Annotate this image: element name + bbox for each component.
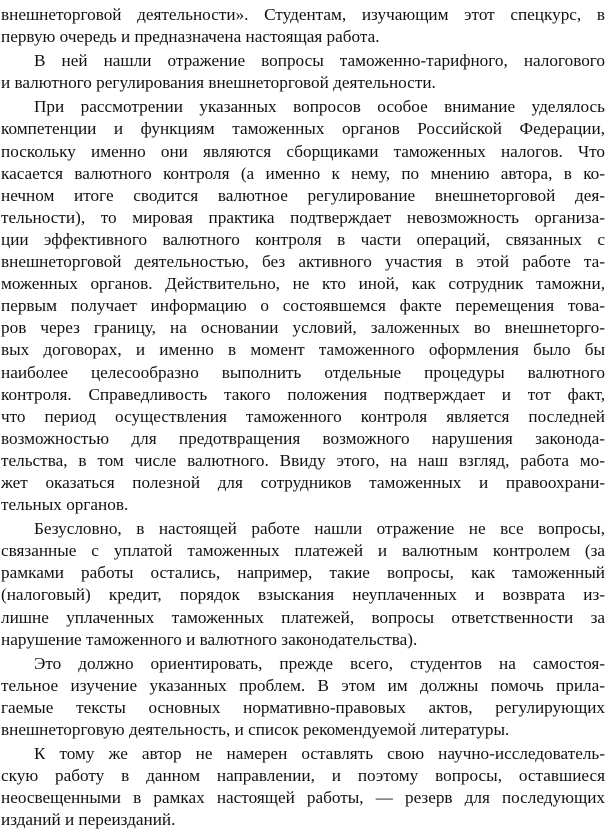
text-line: тельности), то мировая практика подтверждает невозможность организа-	[1, 207, 605, 227]
text-line: внешнеторговой деятельностью, без активного участия в этой работе та-	[1, 252, 605, 272]
text-line: что период осуществления таможенного контроля является последней	[1, 406, 605, 426]
text-line: скую работу в данном направлении, и поэтому вопросы, оставшиеся	[1, 766, 605, 786]
text-line: внешнеторговой деятельности». Студентам, изучающим этот спецкурс, в	[1, 5, 605, 24]
text-line: касается валютного контроля (а именно к нему, по мнению автора, в ко-	[1, 163, 605, 183]
text-line: тельное изучение указанных проблем. В этом им должны помочь прила-	[1, 675, 605, 695]
text-line: изданий и переизданий.	[1, 810, 176, 830]
text-line: первым получает информацию о состоявшемся факте перемещения това-	[1, 296, 605, 316]
text-line: лишне уплаченных таможенных платежей, вопросы ответственности за	[1, 607, 605, 627]
text-line: Безусловно, в настоящей работе нашли отражение не все вопросы,	[34, 519, 605, 539]
text-line: компетенции и функциям таможенных органов Российской Федерации,	[1, 119, 605, 139]
paragraph	[1, 50, 605, 94]
text-line: (налоговый) кредит, порядок взыскания неуплаченных и возврата из-	[1, 585, 605, 605]
text-line: внешнеторговую деятельность, и список рекомендуемой литературы.	[1, 720, 510, 739]
text-line: тельных органов.	[1, 495, 129, 515]
text-line: гаемые тексты основных нормативно-правовых актов, регулирующих	[1, 697, 605, 717]
text-line: ции эффективного валютного контроля в части операций, связанных с	[1, 229, 605, 249]
text-line: и валютного регулирования внешнеторговой деятельности.	[1, 73, 436, 93]
paragraph	[1, 518, 605, 651]
paragraph	[1, 743, 605, 831]
text-line: связанные с уплатой таможенных платежей и валютным контролем (за	[1, 541, 605, 561]
text-line: моженных органов. Действительно, не кто иной, как сотрудник таможни,	[1, 274, 605, 294]
text-line: тельства, в том числе валютного. Ввиду этого, на наш взгляд, работа мо-	[1, 450, 605, 470]
text-line: поскольку именно они являются сборщиками таможенных налогов. Что	[1, 141, 605, 161]
text-line: наиболее целесообразно выполнить отдельные процедуры валютного	[1, 362, 605, 382]
paragraph	[1, 653, 605, 741]
text-line: нечном итоге сводится валютное регулирование внешнеторговой дея-	[1, 185, 605, 205]
text-line: неосвещенными в рамках настоящей работы, — резерв для последующих	[1, 788, 605, 808]
text-line: ров через границу, на основании условий, заложенных во внешнеторго-	[1, 318, 605, 338]
text-line: К тому же автор не намерен оставлять свою научно-исследователь-	[34, 744, 605, 764]
paragraph	[1, 96, 605, 516]
text-line: вых договорах, и именно в момент таможенного оформления было бы	[1, 340, 605, 360]
text-line: контроля. Справедливость такого положения подтверждает и тот факт,	[1, 384, 605, 404]
text-line: первую очередь и предназначена настоящая работа.	[1, 27, 380, 47]
text-line: нарушение таможенного и валютного законодательства).	[1, 629, 418, 649]
text-line: возможностью для предотвращения возможного нарушения законода-	[1, 428, 605, 448]
text-line: рамками работы остались, например, такие вопросы, как таможенный	[1, 563, 605, 583]
text-line: Это должно ориентировать, прежде всего, студентов на самостоя-	[34, 653, 605, 673]
text-line: жет оказаться полезной для сотрудников таможенных и правоохрани-	[1, 472, 605, 492]
paragraph	[1, 4, 605, 48]
text-line: При рассмотрении указанных вопросов особое внимание уделялось	[34, 97, 605, 117]
text-line: В ней нашли отражение вопросы таможенно-тарифного, налогового	[34, 51, 605, 71]
